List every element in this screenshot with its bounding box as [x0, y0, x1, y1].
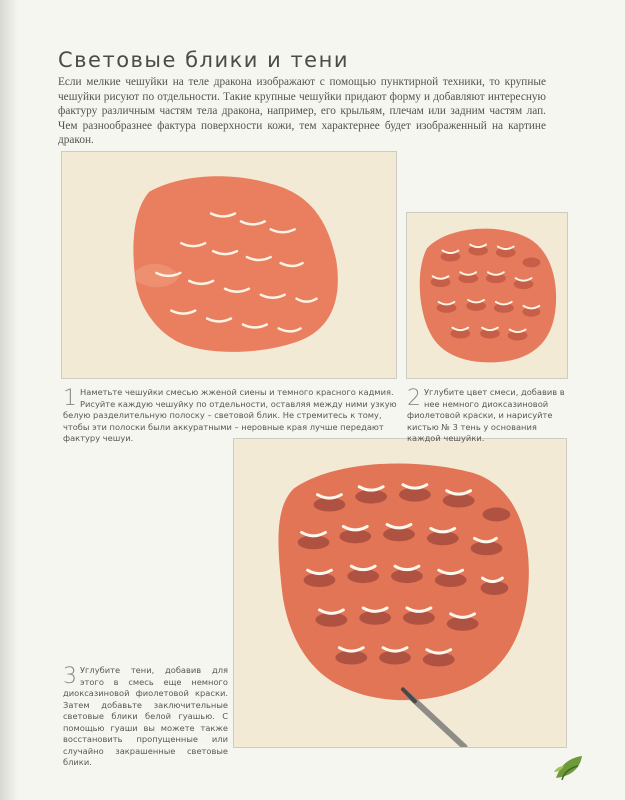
leaf-ornament-icon	[552, 752, 586, 782]
caption-step-1	[63, 387, 397, 445]
intro-paragraph: Если мелкие чешуйки на теле дракона изображают с помощью пунктирной техники, то крупные чешуйки рисуют по отдельности. Такие крупные чешуйки придают форму и добавляют интересную фактуру различным частям тела дракона, например, его крыльям, плечам или задним частям лап. Чем разнообразнее фактура поверхности кожи, тем характернее будет изображенный на картине дракон.	[58, 76, 546, 146]
caption-text: Углубите цвет смеси, добавив в нее немного диоксазиновой фиолетовой краски, и нарисуйте кистью № 3 тень у основания каждой чешуйки.	[407, 387, 565, 443]
caption-step-2	[407, 387, 570, 445]
step-number: 3	[63, 664, 77, 689]
page-heading: Световые блики и тени	[58, 48, 349, 72]
caption-text: Наметьте чешуйки смесью жженой сиены и темного красного кадмия. Рисуйте каждую чешуйку по отдельности, оставляя между ними узкую белую разделительную полоску – световой блик. Не стремитесь к тому, чтобы эти полоски были аккуратными – неровные края лучше передают фактуру чешуи.	[63, 387, 397, 443]
scales-base-wash	[133, 176, 337, 352]
step-number: 1	[63, 386, 77, 411]
caption-text: Углубите тени, добавив для этого в смесь еще немного диоксазиновой фиолетовой краски. Затем добавьте заключительные световые блики белой гуашью. С помощью гуаши вы можете также восстановить пропущенные или случайно закрашенные световые блики.	[63, 665, 228, 767]
illustration-step-1	[61, 151, 397, 379]
illustration-step-3	[233, 438, 567, 748]
page-gutter-shadow	[0, 0, 18, 800]
illustration-step-2	[406, 212, 568, 379]
caption-step-3	[63, 665, 228, 769]
step-number: 2	[407, 386, 421, 411]
